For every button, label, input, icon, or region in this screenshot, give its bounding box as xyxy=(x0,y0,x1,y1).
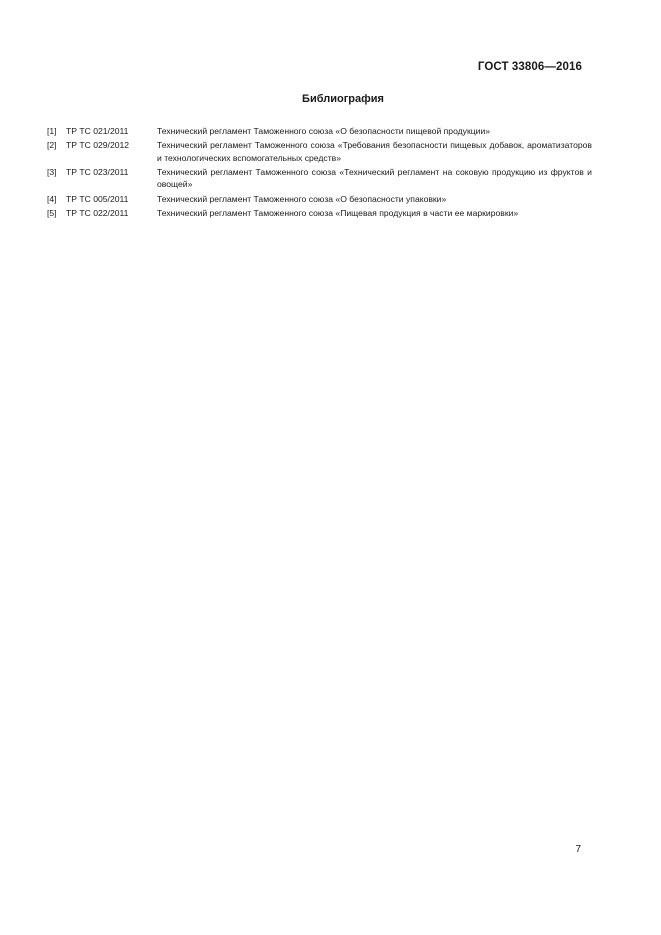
page-number: 7 xyxy=(575,844,581,855)
entry-code: ТР ТС 022/2011 xyxy=(66,207,129,218)
bibliography-entry xyxy=(47,193,592,205)
entry-number: [1] xyxy=(47,126,57,136)
entry-code: ТР ТС 021/2011 xyxy=(66,126,129,136)
bibliography-entry xyxy=(47,139,592,163)
entry-title: Технический регламент Таможенного союза «Технический регламент на соковую продукцию из фруктов и овощей» xyxy=(157,166,592,190)
entry-code: ТР ТС 023/2011 xyxy=(66,166,129,177)
bibliography-entry xyxy=(47,125,592,137)
entry-number: [2] xyxy=(47,140,57,151)
entry-title: Технический регламент Таможенного союза «О безопасности упаковки» xyxy=(157,193,447,204)
entry-title: Технический регламент Таможенного союза «Пищевая продукция в части ее маркировки» xyxy=(157,207,519,218)
entry-number: [5] xyxy=(47,207,57,218)
entry-code: ТР ТС 029/2012 xyxy=(66,140,130,151)
entry-number: [4] xyxy=(47,193,57,204)
entry-title: Технический регламент Таможенного союза «Требования безопасности пищевых добавок, ароматизаторов и технологических вспомогательных средств» xyxy=(157,140,592,163)
bibliography-entry xyxy=(47,207,592,219)
entry-title: Технический регламент Таможенного союза «О безопасности пищевой продукции» xyxy=(157,126,491,136)
bibliography-list xyxy=(47,125,592,221)
standard-number-header: ГОСТ 33806—2016 xyxy=(477,61,582,73)
entry-code: ТР ТС 005/2011 xyxy=(66,193,129,204)
entry-number: [3] xyxy=(47,166,57,177)
bibliography-title: Библиография xyxy=(302,93,384,105)
bibliography-entry xyxy=(47,166,592,190)
